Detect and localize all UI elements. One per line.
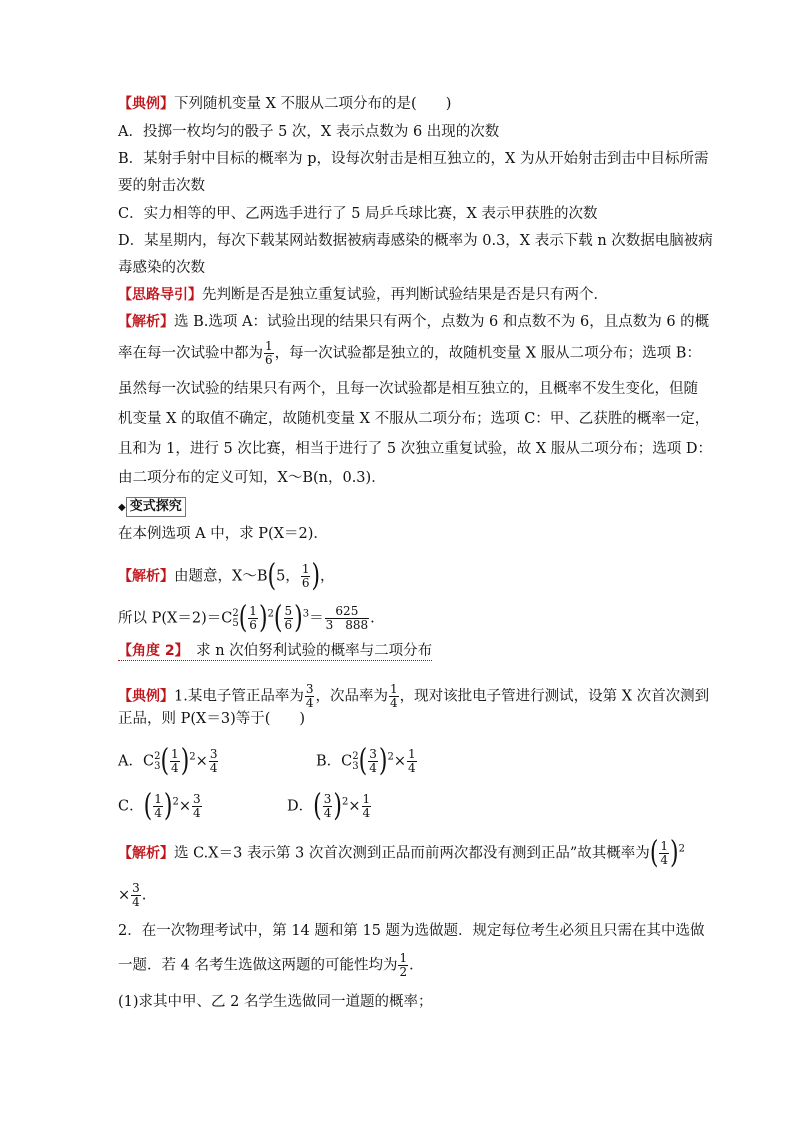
variant-solution-line2: 所以 P(X＝2)＝C 2 5 ( $\frac{1}{6}$ )$^2$( $\frac{5}{6}$ )$^3$＝ $\frac{625}{3 888}$ . — [118, 600, 375, 636]
solution-line4: 机变量 X 的取值不确定，故随机变量 X 不服从二项分布；选项 C：甲、乙获胜的概率一定， — [118, 411, 710, 427]
example-2-line1: 【典例】1.某电子管正品率为 $\frac{3}{4}$ ，次品率为 $\frac{1}{4}$ ，现对该批电子管进行测试，设第 X 次首次测到 — [118, 682, 710, 710]
solution-line2: 率在每一次试验中都为 $\frac{1}{6}$ ，每一次试验都是独立的，故随机变量 X 服从二项分布；选项 B： — [118, 339, 701, 367]
solution-line3: 虽然每一次试验的结果只有两个，且每一次试验都是相互独立的，且概率不发生变化，但随 — [118, 381, 698, 397]
option-2a: A．C 2 3 ( $\frac{1}{4}$ )$^2$× $\frac{3}{4}$ — [118, 743, 218, 779]
solution-line6: 由二项分布的定义可知，X～B(n，0.3)． — [118, 470, 386, 486]
option-2c: C．( $\frac{1}{4}$ )$^2$× $\frac{3}{4}$ — [118, 788, 201, 824]
variant-heading: ◆ 变式探究 — [118, 497, 186, 517]
variant-question: 在本例选项 A 中，求 P(X＝2)． — [118, 526, 328, 542]
option-a: A．投掷一枚均匀的骰子 5 次，X 表示点数为 6 出现的次数 — [118, 124, 500, 140]
example-1-question: 【典例】下列随机变量 X 不服从二项分布的是( ) — [118, 96, 452, 112]
option-2d: D．( $\frac{3}{4}$ )$^2$× $\frac{1}{4}$ — [287, 788, 371, 824]
angle-2-heading: 【角度 2】 求 n 次伯努利试验的概率与二项分布 — [118, 643, 433, 659]
option-c: C．实力相等的甲、乙两选手进行了 5 局乒乓球比赛，X 表示甲获胜的次数 — [118, 206, 598, 222]
example-2-solution: 【解析】选 C.X＝3 表示第 3 次首次测到正品而前两次都没有测到正品”故其概率为( $\frac{1}{4}$ )$^2$ — [118, 835, 686, 871]
idea-line: 【思路导引】先判断是否是独立重复试验，再判断试验结果是否是只有两个． — [118, 287, 608, 303]
example-2-line2: 正品，则 P(X＝3)等于( ) — [118, 711, 306, 727]
option-b-line2: 要的射击次数 — [118, 178, 205, 194]
question-2-line2: 一题．若 4 名考生选做这两题的可能性均为 $\frac{1}{2}$ ． — [118, 951, 424, 979]
option-b-line1: B．某射手射中目标的概率为 p，设每次射击是相互独立的，X 为从开始射击到击中目标所需 — [118, 151, 709, 167]
diamond-icon: ◆ — [118, 502, 126, 513]
example-tag: 【典例】 — [118, 96, 174, 112]
solution-line1: 【解析】选 B.选项 A：试验出现的结果只有两个，点数为 6 和点数不为 6，且点数为 6 的概 — [118, 314, 710, 330]
question-2-line1: 2．在一次物理考试中，第 14 题和第 15 题为选做题．规定每位考生必须且只需在其中选做 — [118, 923, 705, 939]
example-2-solution-tail: × $\frac{3}{4}$ . — [118, 881, 147, 909]
variant-solution-line1: 【解析】由题意，X～B(5， $\frac{1}{6}$ )， — [118, 558, 335, 594]
solution-line5: 且和为 1，进行 5 次比赛，相当于进行了 5 次独立重复试验，故 X 服从二项分布；选项 D： — [118, 441, 712, 457]
question-2-part1: (1)求其中甲、乙 2 名学生选做同一道题的概率； — [118, 994, 433, 1010]
option-d-line1: D．某星期内，每次下载某网站数据被病毒感染的概率为 0.3，X 表示下载 n 次数据电脑被病 — [118, 233, 713, 249]
option-d-line2: 毒感染的次数 — [118, 260, 205, 276]
fraction-one-sixth: $\frac{1}{6}$ — [265, 339, 273, 367]
option-2b: B．C 2 3 ( $\frac{3}{4}$ )$^2$× $\frac{1}{4}$ — [316, 743, 416, 779]
